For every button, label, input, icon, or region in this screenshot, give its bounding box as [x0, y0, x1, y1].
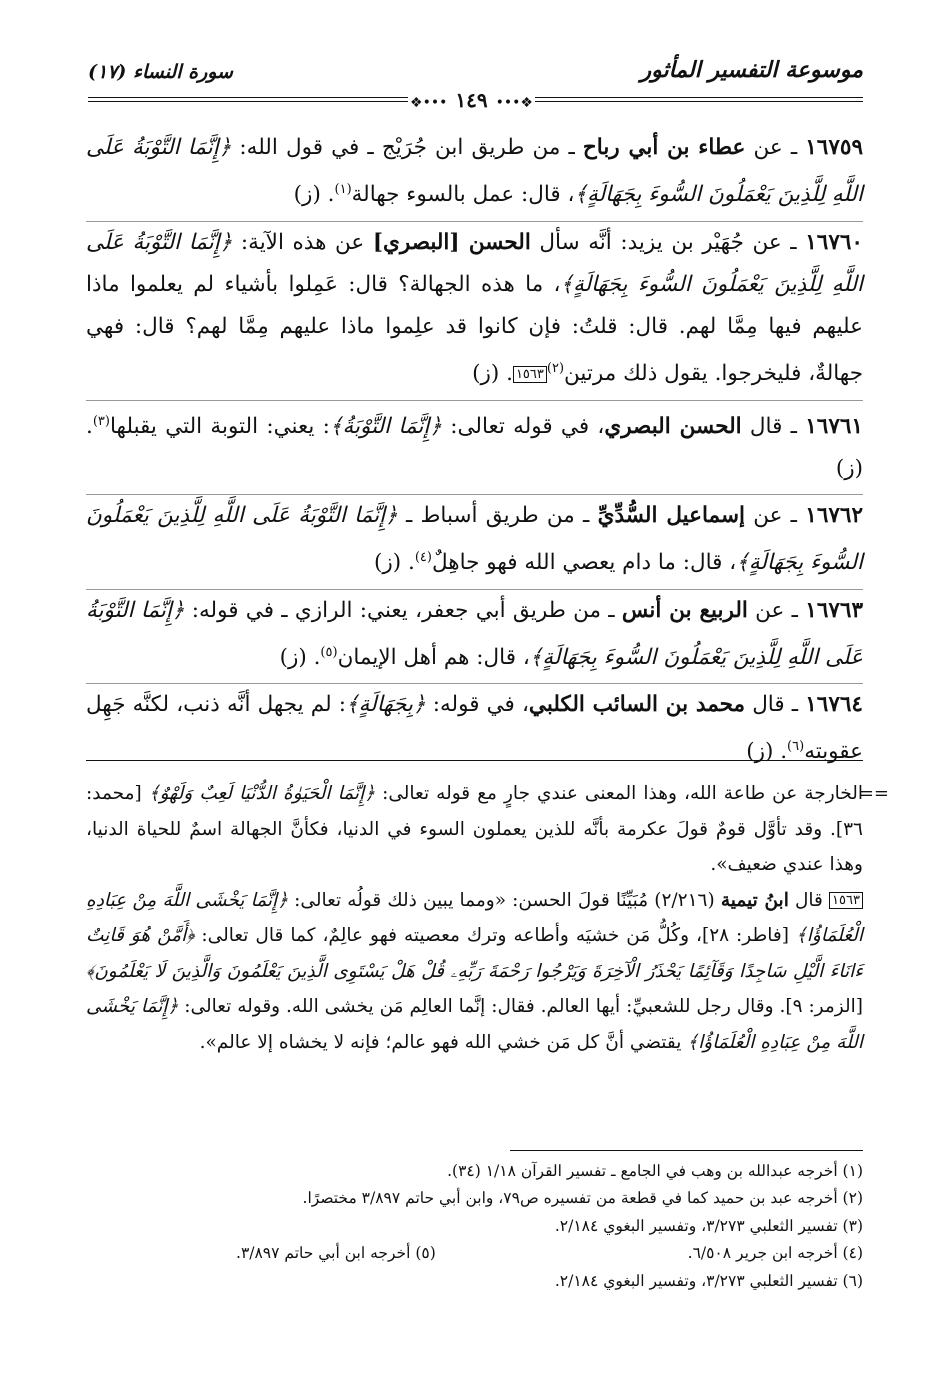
footnote-marker[interactable]: (٣) [92, 413, 110, 429]
scholar-name: ابنُ تيمية [720, 889, 789, 911]
entry-text: : يعني: التوبة التي يقبلها [109, 413, 330, 439]
entry-text: ـ قال [741, 413, 806, 439]
narrator-name: عطاء بن أبي رباح [582, 135, 746, 160]
entry-number: ١٦٧٦٠ [805, 229, 863, 255]
entry-text: ، قال: عمل بالسوء جهالة [351, 182, 575, 208]
footnotes [86, 1158, 863, 1295]
commentary-text: يقتضي أنَّ كل مَن خشي الله فهو عالم؛ فإنه لا يخشاه إلا عالم». [199, 1031, 688, 1053]
entry-end: . (ز) [746, 739, 788, 765]
ornament-icon: ❖••• [495, 95, 533, 111]
footnote-marker[interactable]: (٦) [787, 739, 805, 755]
commentary-text: [الزمر: ٩]. وقال رجل للشعبيِّ: أيها العالم. فقال: إنَّما العالِم مَن يخشى الله. وقوله تعالى: [178, 996, 863, 1017]
commentary-paragraph [86, 776, 863, 883]
entry-number: ١٦٧٦١ [805, 413, 863, 439]
entry-end: . (ز) [374, 550, 415, 576]
book-title: موسوعة التفسير المأثور [640, 57, 863, 83]
entry-end: . (ز) [279, 645, 321, 671]
narration-entry [86, 590, 863, 685]
footnote: (٥) أخرجه ابن أبي حاتم ٣/٨٩٧. [236, 1244, 436, 1263]
page-number: ١٤٩ [449, 88, 493, 112]
entry-text: ـ من طريق أبي جعفر، يعني: الرازي ـ في قوله: [184, 597, 622, 623]
entry-text: ـ عن [747, 597, 806, 623]
entry-text: ـ من طريق أسباط ـ [397, 503, 598, 529]
footnote: (٤) أخرجه ابن جرير ٦/٥٠٨. [687, 1244, 863, 1263]
commentary-text: [محمد: ٣٦]. وقد تأوَّل قومٌ قولَ عكرمة بأنَّه للذين يعملون السوء في الدنيا، فكأنَّ الجهالة اسمٌ للحياة الدنيا، وهذا عندي ضعيف». [86, 783, 863, 875]
entry-number: ١٦٧٦٢ [805, 503, 864, 529]
quran-verse: ﴿إِنَّمَا التَّوْبَةُ عَلَى اللَّهِ لِلَّذِينَ يَعْمَلُونَ السُّوءَ بِجَهَالَةٍ﴾ [86, 503, 863, 576]
narrator-name: إسماعيل السُّدِّيِّ [597, 503, 745, 529]
footnote-marker[interactable]: (٥) [320, 644, 338, 660]
quran-verse: ﴿إِنَّمَا التَّوْبَةُ﴾ [329, 413, 442, 439]
commentary-notes [86, 776, 889, 1060]
entry-text: ، قال: هم أهل الإيمان [337, 645, 530, 671]
entry-number: ١٦٧٦٣ [805, 597, 864, 623]
narrator-name: الحسن [البصري] [372, 229, 531, 255]
footnote-pair [86, 1240, 863, 1267]
narrator-name: الربيع بن أنس [621, 597, 748, 623]
commentary-text: (٢/٢١٦) مُبَيِّنًا قولَ الحسن: «ومما يبين ذلك قولُه تعالى: [288, 889, 721, 911]
footnote-rule [510, 1150, 863, 1151]
section-separator [86, 760, 863, 761]
page-number-block [0, 88, 943, 112]
entry-end: . (ز) [86, 413, 863, 481]
entry-text: ـ عن [745, 135, 806, 160]
continuation-mark: == [858, 783, 889, 804]
narration-entry [86, 495, 863, 590]
quran-verse: ﴿أَمَّنْ هُوَ قَانِتٌ ءَانَاءَ الَّيْلِ سَاجِدًا وَقَآئِمًا يَحْذَرُ الْآخِرَةَ وَيَرْجُوا رَحْمَةَ رَبِّهِۦ قُلْ هَلْ يَسْتَوِى الَّذِينَ يَعْلَمُونَ وَالَّذِينَ لَا يَعْلَمُونَ﴾ [86, 925, 863, 982]
entry-text: : لم يجهل أنَّه ذنب، لكنَّه جَهِل عقوبته [86, 692, 863, 765]
surah-label: سورة النساء (١٧) [88, 61, 233, 83]
commentary-paragraph [86, 883, 863, 1061]
entry-end: . (ز) [472, 361, 513, 387]
entry-text: ، في قوله: [425, 692, 529, 718]
commentary-ref-box[interactable]: ١٥٦٣ [513, 366, 547, 383]
quran-verse: ﴿إِنَّمَا يَخْشَى اللَّهَ مِنْ عِبَادِهِ الْعُلَمَاؤُا﴾ [86, 996, 863, 1053]
entry-text: ـ قال [745, 692, 806, 718]
quran-verse: ﴿إِنَّمَا التَّوْبَةُ عَلَى اللَّهِ لِلَّذِينَ يَعْمَلُونَ السُّوءَ بِجَهَالَةٍ﴾ [86, 135, 863, 208]
commentary-text: الخارجة عن طاعة الله، وهذا المعنى عندي جارٍ مع قوله تعالى: [375, 783, 863, 804]
entry-text: ، في قوله تعالى: [441, 413, 605, 439]
footnote: (٦) تفسير الثعلبي ٣/٢٧٣، وتفسير البغوي ٢/١٨٤. [554, 1271, 863, 1290]
footnote: (٢) أخرجه عبد بن حميد كما في قطعة من تفسيره ص٧٩، وابن أبي حاتم ٣/٨٩٧ مختصرًا. [302, 1189, 863, 1208]
narrator-name: الحسن البصري [604, 413, 742, 439]
main-text [86, 127, 863, 778]
entry-text: ـ عن جُهَيْر بن يزيد: أنَّه سأل [530, 229, 806, 255]
ornament-icon: •••❖ [410, 95, 448, 111]
commentary-text: قال [788, 889, 830, 911]
footnote: (٣) تفسير الثعلبي ٣/٢٧٣، وتفسير البغوي ٢/١٨٤. [554, 1216, 863, 1235]
entry-text: ـ عن [744, 503, 806, 529]
footnote: (١) أخرجه عبدالله بن وهب في الجامع ـ تفسير القرآن ١/١٨ (٣٤). [447, 1162, 863, 1180]
narration-entry [86, 127, 863, 222]
entry-number: ١٦٧٦٤ [805, 692, 863, 718]
entry-end: . (ز) [293, 182, 335, 208]
quran-verse: ﴿إِنَّمَا التَّوْبَةُ عَلَى اللَّهِ لِلَّذِينَ يَعْمَلُونَ السُّوءَ بِجَهَالَةٍ﴾ [86, 229, 863, 297]
narration-entry [86, 401, 863, 496]
entry-number: ١٦٧٥٩ [805, 135, 863, 160]
entry-text: ـ من طريق ابن جُرَيْج ـ في قول الله: [231, 135, 583, 160]
entry-text: ، قال: ما دام يعصي الله فهو جاهِلٌ [431, 550, 737, 576]
quran-verse: ﴿بِجَهَالَةٍ﴾ [346, 692, 426, 718]
commentary-text: [فاطر: ٢٨]، وكُلُّ مَن خشيَه وأطاعه وترك معصيته فهو عالِمٌ، كما قال تعالى: [194, 925, 796, 946]
footnote-marker[interactable]: (٤) [414, 550, 432, 566]
narrator-name: محمد بن السائب الكلبي [528, 692, 746, 718]
quran-verse: ﴿إِنَّمَا الْحَيَوٰةُ الدُّنْيَا لَعِبٌ وَلَهْوٌ﴾ [148, 783, 376, 804]
narration-entry [86, 684, 863, 778]
narration-entry [86, 222, 863, 401]
quran-verse: ﴿إِنَّمَا التَّوْبَةُ عَلَى اللَّهِ لِلَّذِينَ يَعْمَلُونَ السُّوءَ بِجَهَالَةٍ﴾ [86, 597, 863, 671]
entry-text: ، ما هذه الجهالة؟ قال: عَمِلوا بأشياء لم يعلموا ماذا عليهم فيها مِمَّا لهم. قال: قلتُ: فإن كانوا قد علِموا ماذا عليهم مِمَّا لهم؟ قال: فهي جهالةٌ، فليخرجوا. يقول ذلك مرتين [86, 271, 863, 387]
footnote-marker[interactable]: (١) [334, 182, 352, 198]
footnote-marker[interactable]: (٢) [546, 361, 565, 377]
entry-text: عن هذه الآية: [232, 229, 373, 255]
commentary-ref-box[interactable]: ١٥٦٣ [829, 892, 863, 909]
quran-verse: ﴿إِنَّمَا يَخْشَى اللَّهَ مِنْ عِبَادِهِ الْعُلَمَاؤُا﴾ [86, 889, 863, 946]
